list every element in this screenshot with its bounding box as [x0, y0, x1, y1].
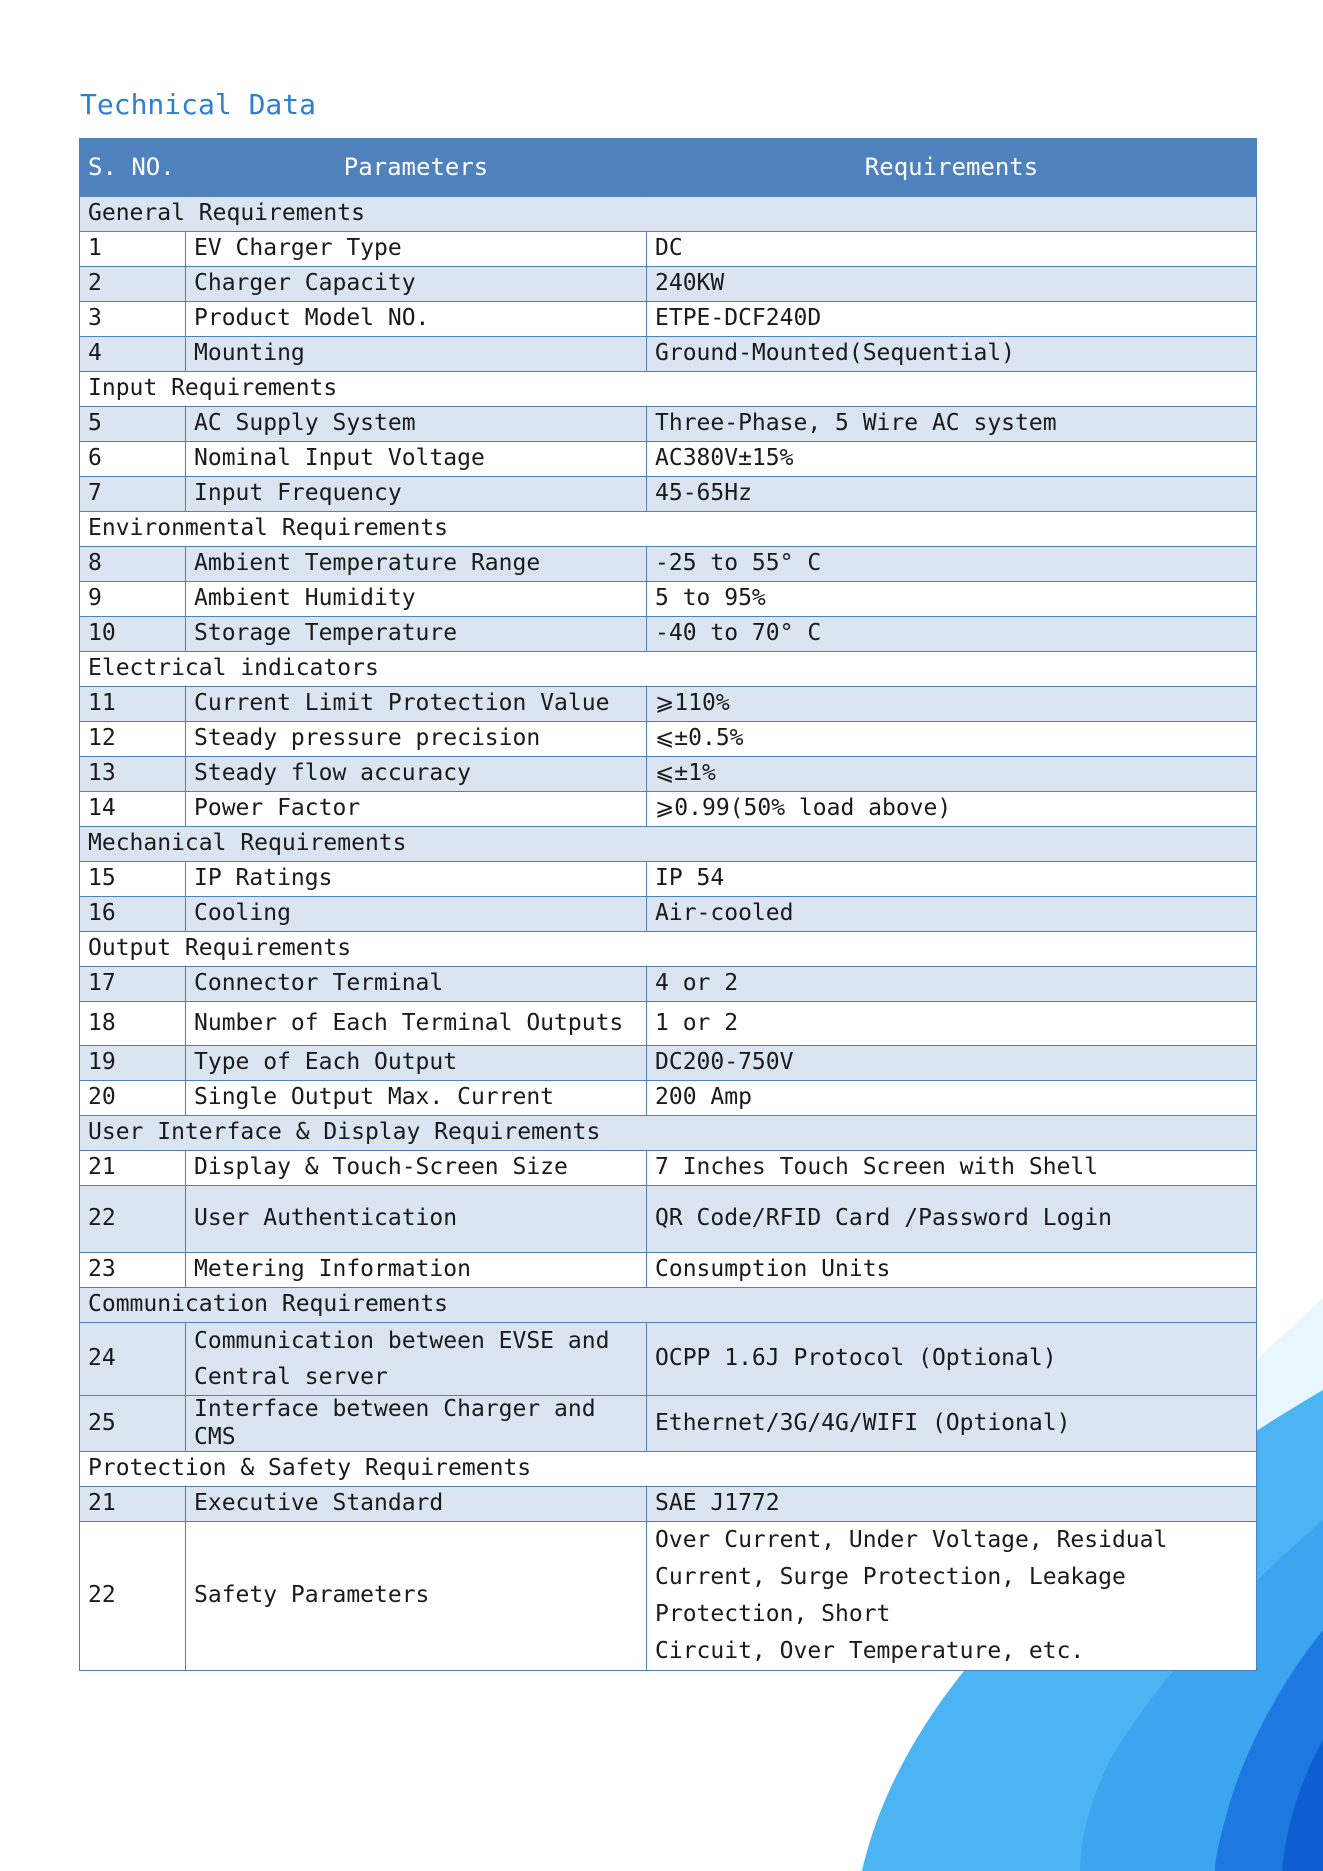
parameter-line: Central server — [194, 1364, 388, 1390]
row-parameter: EV Charger Type — [186, 232, 647, 267]
section-label: User Interface & Display Requirements — [80, 1116, 1257, 1151]
row-parameter: Power Factor — [186, 792, 647, 827]
table-row — [80, 442, 1257, 477]
row-value: Air-cooled — [647, 897, 1257, 932]
section-row — [80, 932, 1257, 967]
table-row — [80, 582, 1257, 617]
row-number: 3 — [80, 302, 186, 337]
table-row — [80, 687, 1257, 722]
section-row — [80, 197, 1257, 232]
row-value: 1 or 2 — [647, 1002, 1257, 1046]
row-number: 25 — [80, 1396, 186, 1452]
value-line: Current, Surge Protection, Leakage — [655, 1564, 1126, 1591]
row-parameter: Steady flow accuracy — [186, 757, 647, 792]
section-row — [80, 372, 1257, 407]
section-label: Protection & Safety Requirements — [80, 1452, 1257, 1487]
row-value: AC380V±15% — [647, 442, 1257, 477]
row-number: 21 — [80, 1487, 186, 1522]
table-row — [80, 1046, 1257, 1081]
row-number: 17 — [80, 967, 186, 1002]
row-parameter: Number of Each Terminal Outputs — [186, 1002, 647, 1046]
row-number: 6 — [80, 442, 186, 477]
section-row — [80, 1116, 1257, 1151]
table-row — [80, 792, 1257, 827]
row-value: 7 Inches Touch Screen with Shell — [647, 1151, 1257, 1186]
row-parameter — [186, 1323, 647, 1396]
section-label: Electrical indicators — [80, 652, 1257, 687]
table-row — [80, 1186, 1257, 1253]
row-value: ⩾110% — [647, 687, 1257, 722]
row-number: 5 — [80, 407, 186, 442]
row-number: 13 — [80, 757, 186, 792]
row-number: 21 — [80, 1151, 186, 1186]
row-number: 22 — [80, 1522, 186, 1671]
table-row — [80, 967, 1257, 1002]
row-number: 16 — [80, 897, 186, 932]
parameter-line: Communication between EVSE and — [194, 1328, 610, 1354]
row-number: 4 — [80, 337, 186, 372]
row-number: 8 — [80, 547, 186, 582]
row-parameter: Mounting — [186, 337, 647, 372]
table-row — [80, 477, 1257, 512]
row-value: ⩽±0.5% — [647, 722, 1257, 757]
page-title: Technical Data — [80, 88, 317, 121]
row-value: DC — [647, 232, 1257, 267]
table-row — [80, 1522, 1257, 1671]
row-number: 11 — [80, 687, 186, 722]
row-value: SAE J1772 — [647, 1487, 1257, 1522]
section-row — [80, 827, 1257, 862]
table-row — [80, 407, 1257, 442]
row-value: 200 Amp — [647, 1081, 1257, 1116]
row-value: ⩽±1% — [647, 757, 1257, 792]
row-parameter: IP Ratings — [186, 862, 647, 897]
row-parameter: Storage Temperature — [186, 617, 647, 652]
section-label: Communication Requirements — [80, 1288, 1257, 1323]
table-row — [80, 267, 1257, 302]
row-number: 19 — [80, 1046, 186, 1081]
table-header-row — [80, 139, 1257, 197]
table-row — [80, 1323, 1257, 1396]
table-row — [80, 547, 1257, 582]
technical-data-table — [79, 138, 1257, 1671]
row-number: 23 — [80, 1253, 186, 1288]
row-number: 1 — [80, 232, 186, 267]
row-parameter: Cooling — [186, 897, 647, 932]
table-row — [80, 862, 1257, 897]
row-number: 22 — [80, 1186, 186, 1253]
row-number: 20 — [80, 1081, 186, 1116]
row-value: 4 or 2 — [647, 967, 1257, 1002]
row-value: 240KW — [647, 267, 1257, 302]
row-number: 2 — [80, 267, 186, 302]
table-row — [80, 302, 1257, 337]
row-parameter: Safety Parameters — [186, 1522, 647, 1671]
row-value: 5 to 95% — [647, 582, 1257, 617]
row-value: Consumption Units — [647, 1253, 1257, 1288]
row-parameter: Product Model NO. — [186, 302, 647, 337]
row-value: QR Code/RFID Card /Password Login — [647, 1186, 1257, 1253]
table-row — [80, 1081, 1257, 1116]
row-number: 12 — [80, 722, 186, 757]
section-row — [80, 1288, 1257, 1323]
row-value: 45-65Hz — [647, 477, 1257, 512]
header-serial-number: S. NO. — [80, 139, 186, 197]
value-line: Circuit, Over Temperature, etc. — [655, 1638, 1085, 1665]
row-parameter: Current Limit Protection Value — [186, 687, 647, 722]
section-label: General Requirements — [80, 197, 1257, 232]
table-row — [80, 1151, 1257, 1186]
row-value: Ethernet/3G/4G/WIFI (Optional) — [647, 1396, 1257, 1452]
header-requirements: Requirements — [647, 139, 1257, 197]
table-row — [80, 337, 1257, 372]
row-value: DC200-750V — [647, 1046, 1257, 1081]
table-row — [80, 722, 1257, 757]
table-row — [80, 897, 1257, 932]
row-number: 18 — [80, 1002, 186, 1046]
row-value: Ground-Mounted(Sequential) — [647, 337, 1257, 372]
row-value: -25 to 55° C — [647, 547, 1257, 582]
row-value: IP 54 — [647, 862, 1257, 897]
row-parameter: Nominal Input Voltage — [186, 442, 647, 477]
section-row — [80, 512, 1257, 547]
row-parameter: Charger Capacity — [186, 267, 647, 302]
row-value: Three-Phase, 5 Wire AC system — [647, 407, 1257, 442]
row-value: ⩾0.99(50% load above) — [647, 792, 1257, 827]
row-parameter: Connector Terminal — [186, 967, 647, 1002]
row-parameter: Interface between Charger and CMS — [186, 1396, 647, 1452]
section-row — [80, 652, 1257, 687]
row-parameter: Display & Touch-Screen Size — [186, 1151, 647, 1186]
row-parameter: User Authentication — [186, 1186, 647, 1253]
table-row — [80, 1253, 1257, 1288]
row-parameter: Ambient Temperature Range — [186, 547, 647, 582]
value-line: Over Current, Under Voltage, Residual — [655, 1527, 1168, 1554]
section-label: Input Requirements — [80, 372, 1257, 407]
table-row — [80, 1002, 1257, 1046]
table-row — [80, 617, 1257, 652]
row-value: OCPP 1.6J Protocol (Optional) — [647, 1323, 1257, 1396]
row-parameter: Metering Information — [186, 1253, 647, 1288]
value-line: Protection, Short — [655, 1601, 891, 1628]
table-row — [80, 1487, 1257, 1522]
row-parameter: Input Frequency — [186, 477, 647, 512]
table-row — [80, 232, 1257, 267]
row-number: 7 — [80, 477, 186, 512]
row-value: -40 to 70° C — [647, 617, 1257, 652]
section-label: Mechanical Requirements — [80, 827, 1257, 862]
header-parameters: Parameters — [186, 139, 647, 197]
row-parameter: AC Supply System — [186, 407, 647, 442]
row-value — [647, 1522, 1257, 1671]
row-number: 10 — [80, 617, 186, 652]
row-parameter: Steady pressure precision — [186, 722, 647, 757]
row-value: ETPE-DCF240D — [647, 302, 1257, 337]
row-parameter: Single Output Max. Current — [186, 1081, 647, 1116]
table-row — [80, 1396, 1257, 1452]
row-number: 14 — [80, 792, 186, 827]
row-number: 24 — [80, 1323, 186, 1396]
row-number: 9 — [80, 582, 186, 617]
section-label: Output Requirements — [80, 932, 1257, 967]
section-label: Environmental Requirements — [80, 512, 1257, 547]
row-parameter: Ambient Humidity — [186, 582, 647, 617]
section-row — [80, 1452, 1257, 1487]
row-parameter: Executive Standard — [186, 1487, 647, 1522]
row-parameter: Type of Each Output — [186, 1046, 647, 1081]
table-row — [80, 757, 1257, 792]
row-number: 15 — [80, 862, 186, 897]
